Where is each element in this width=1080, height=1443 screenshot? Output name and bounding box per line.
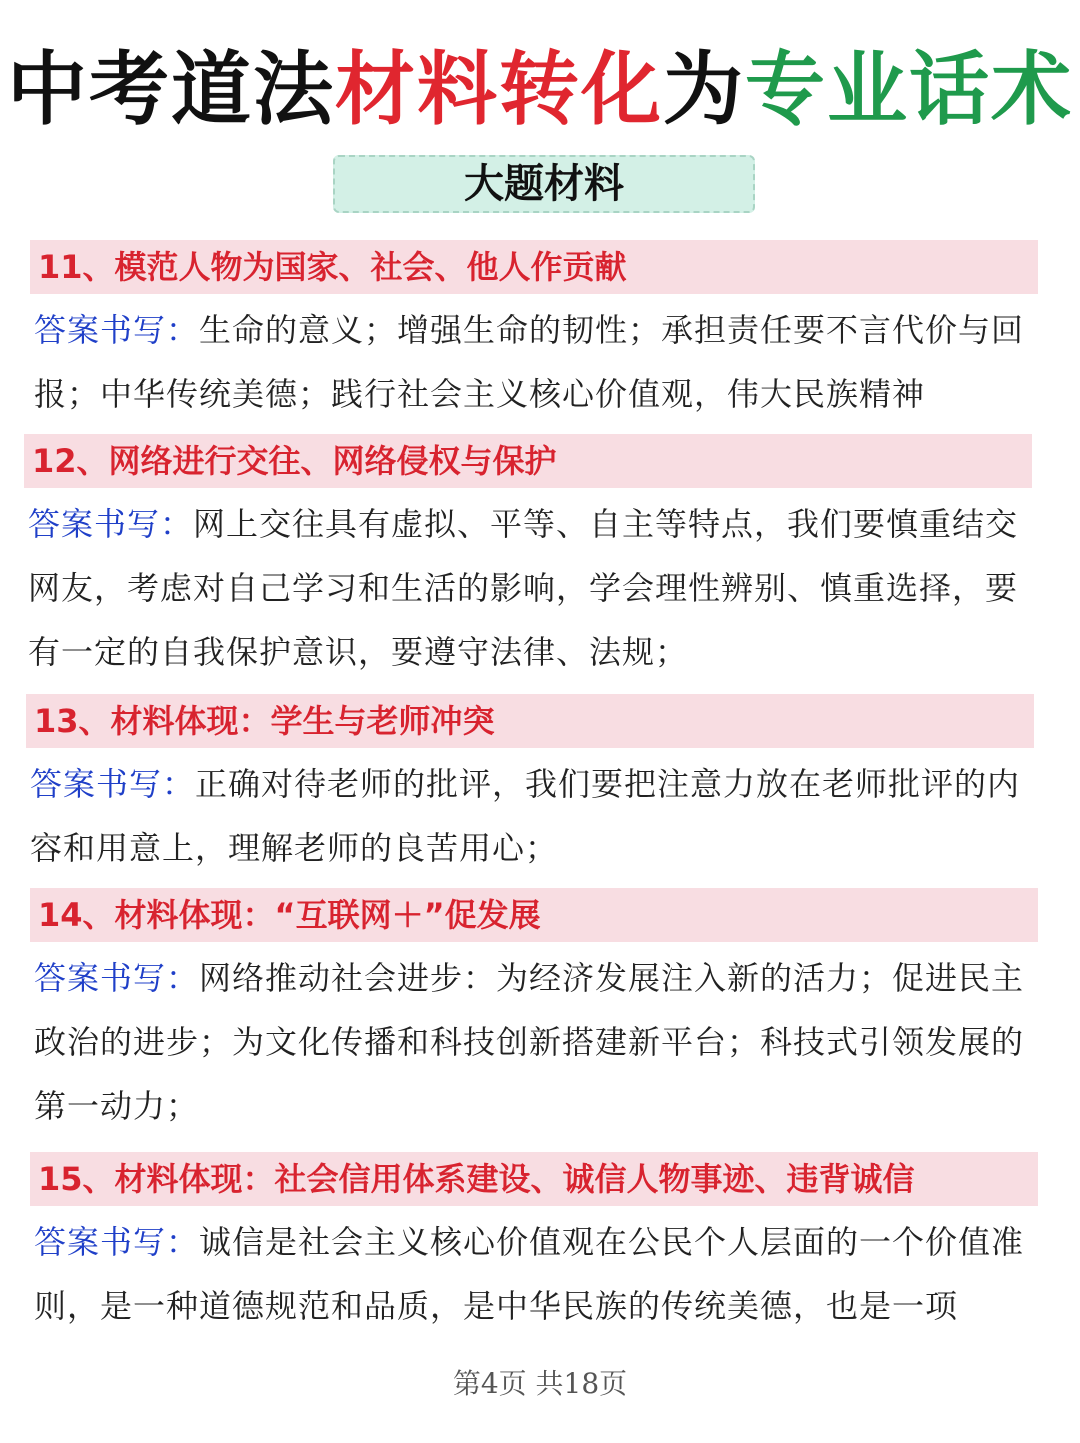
- page-title: [0, 40, 1080, 140]
- section-15: [0, 1152, 1080, 1338]
- subtitle-badge: 大题材料: [333, 155, 755, 213]
- answer-text: 网络推动社会进步：为经济发展注入新的活力；促进民主政治的进步；为文化传播和科技创新搭建新平台；科技式引领发展的第一动力；: [34, 959, 1025, 1125]
- question-heading: 11、模范人物为国家、社会、他人作贡献: [30, 240, 1038, 294]
- answer-block: 答案书写：生命的意义；增强生命的韧性；承担责任要不言代价与回报；中华传统美德；践行社会主义核心价值观，伟大民族精神: [34, 311, 1025, 413]
- answer-text: 诚信是社会主义核心价值观在公民个人层面的一个价值准则，是一种道德规范和品质，是中华民族的传统美德，也是一项: [34, 1223, 1025, 1325]
- section-14: [0, 888, 1080, 1138]
- question-heading: 15、材料体现：社会信用体系建设、诚信人物事迹、违背诚信: [30, 1152, 1038, 1206]
- answer-label: 答案书写: [34, 959, 167, 997]
- question-heading: 12、网络进行交往、网络侵权与保护: [24, 434, 1032, 488]
- section-11: [0, 240, 1080, 426]
- title-part-1: 中考道法: [7, 43, 335, 136]
- section-12: [0, 434, 1080, 684]
- answer-label: 答案书写: [34, 311, 167, 349]
- answer-block: 答案书写：网络推动社会进步：为经济发展注入新的活力；促进民主政治的进步；为文化传播和科技创新搭建新平台；科技式引领发展的第一动力；: [34, 959, 1025, 1125]
- answer-label: 答案书写: [30, 765, 163, 803]
- answer-text: 生命的意义；增强生命的韧性；承担责任要不言代价与回报；中华传统美德；践行社会主义核心价值观，伟大民族精神: [34, 311, 1025, 413]
- answer-text: 正确对待老师的批评，我们要把注意力放在老师批评的内容和用意上，理解老师的良苦用心；: [30, 765, 1021, 867]
- title-part-3: 为: [663, 43, 745, 136]
- answer-block: 答案书写：诚信是社会主义核心价值观在公民个人层面的一个价值准则，是一种道德规范和品质，是中华民族的传统美德，也是一项: [34, 1223, 1025, 1325]
- title-part-4: 专业话术: [745, 43, 1073, 136]
- answer-block: 答案书写：正确对待老师的批评，我们要把注意力放在老师批评的内容和用意上，理解老师的良苦用心；: [30, 765, 1021, 867]
- answer-label: 答案书写: [34, 1223, 167, 1261]
- answer-text: 网上交往具有虚拟、平等、自主等特点，我们要慎重结交网友，考虑对自己学习和生活的影响，学会理性辨别、慎重选择，要有一定的自我保护意识，要遵守法律、法规；: [28, 505, 1019, 671]
- question-heading: 13、材料体现：学生与老师冲突: [26, 694, 1034, 748]
- answer-label: 答案书写: [28, 505, 161, 543]
- section-13: [0, 694, 1080, 880]
- page-indicator: 第4页 共18页: [452, 1367, 628, 1400]
- question-heading: 14、材料体现：“互联网＋”促发展: [30, 888, 1038, 942]
- title-part-2: 材料转化: [335, 43, 663, 136]
- answer-block: 答案书写：网上交往具有虚拟、平等、自主等特点，我们要慎重结交网友，考虑对自己学习和生活的影响，学会理性辨别、慎重选择，要有一定的自我保护意识，要遵守法律、法规；: [28, 505, 1019, 671]
